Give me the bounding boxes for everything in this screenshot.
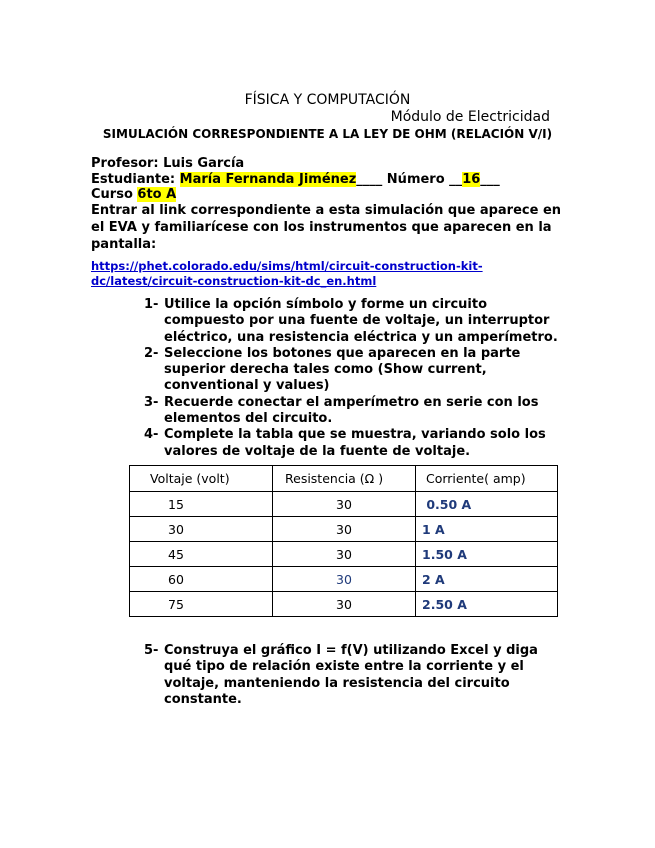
cell-resistencia: 30: [273, 517, 416, 542]
table-row: [130, 567, 558, 592]
steps-list: [144, 297, 564, 460]
curso-value: 6to A: [137, 187, 177, 202]
cell-corriente: 2.50 A: [416, 592, 558, 617]
curso-line: [91, 187, 176, 202]
table-row: [130, 592, 558, 617]
header-corriente: Corriente( amp): [416, 466, 558, 492]
numero-label: ____ Número __: [356, 172, 463, 187]
table-row: [130, 517, 558, 542]
cell-corriente: 2 A: [416, 567, 558, 592]
curso-label: Curso: [91, 187, 133, 202]
step-item: [144, 346, 564, 395]
cell-resistencia: 30: [273, 592, 416, 617]
document-title: FÍSICA Y COMPUTACIÓN: [244, 92, 411, 108]
numero-tail: ___: [480, 172, 500, 187]
cell-voltaje: 15: [130, 492, 273, 517]
cell-voltaje: 75: [130, 592, 273, 617]
step-item: [144, 643, 564, 708]
step-text: Recuerde conectar el amperímetro en serie con los elementos del circuito.: [164, 394, 539, 427]
step5-block: [144, 643, 564, 708]
step-number: 4-: [144, 427, 159, 443]
step-number: 5-: [144, 643, 159, 658]
simulation-heading: SIMULACIÓN CORRESPONDIENTE A LA LEY DE OHM (RELACIÓN V/I): [102, 127, 553, 141]
step-text: Seleccione los botones que aparecen en la parte superior derecha tales como (Show current, conventional y values): [164, 345, 521, 394]
phet-link[interactable]: https://phet.colorado.edu/sims/html/circuit-construction-kit-dc/latest/circuit-construction-kit-dc_en.html: [91, 259, 483, 288]
cell-resistencia: 30: [273, 567, 416, 592]
step-text: Utilice la opción símbolo y forme un circuito compuesto por una fuente de voltaje, un interruptor eléctrico, una resistencia eléctrica y un amperímetro.: [164, 297, 558, 345]
cell-corriente: 0.50 A: [416, 492, 558, 517]
cell-corriente: 1 A: [416, 517, 558, 542]
table-row: [130, 542, 558, 567]
cell-voltaje: 45: [130, 542, 273, 567]
step-text: Construya el gráfico I = f(V) utilizando Excel y diga qué tipo de relación existe entre la corriente y el voltaje, manteniendo la resistencia del circuito constante.: [164, 643, 538, 707]
step-item: [144, 427, 564, 460]
header-resistencia: Resistencia (Ω ): [273, 466, 416, 492]
estudiante-label: Estudiante:: [91, 172, 176, 187]
cell-resistencia: 30: [273, 492, 416, 517]
step-number: 2-: [144, 345, 159, 361]
data-table: [129, 465, 558, 617]
cell-voltaje: 60: [130, 567, 273, 592]
step-item: [144, 395, 564, 428]
estudiante-name: María Fernanda Jiménez: [179, 172, 357, 187]
step-number: 3-: [144, 394, 159, 410]
step-item: [144, 297, 564, 346]
intro-paragraph: Entrar al link correspondiente a esta simulación que aparece en el EVA y familiarícese con los instrumentos que aparecen en la pantalla:: [91, 203, 562, 252]
cell-corriente: 1.50 A: [416, 542, 558, 567]
step-number: 1-: [144, 297, 159, 312]
cell-resistencia: 30: [273, 542, 416, 567]
estudiante-line: [91, 172, 500, 187]
table-header-row: [130, 466, 558, 492]
numero-value: 16: [462, 172, 481, 187]
profesor-line: Profesor: Luis García: [91, 156, 245, 171]
table-row: [130, 492, 558, 517]
module-subtitle: Módulo de Electricidad: [390, 109, 550, 125]
step-text: Complete la tabla que se muestra, variando solo los valores de voltaje de la fuente de voltaje.: [164, 427, 546, 459]
cell-voltaje: 30: [130, 517, 273, 542]
header-voltaje: Voltaje (volt): [130, 466, 273, 492]
